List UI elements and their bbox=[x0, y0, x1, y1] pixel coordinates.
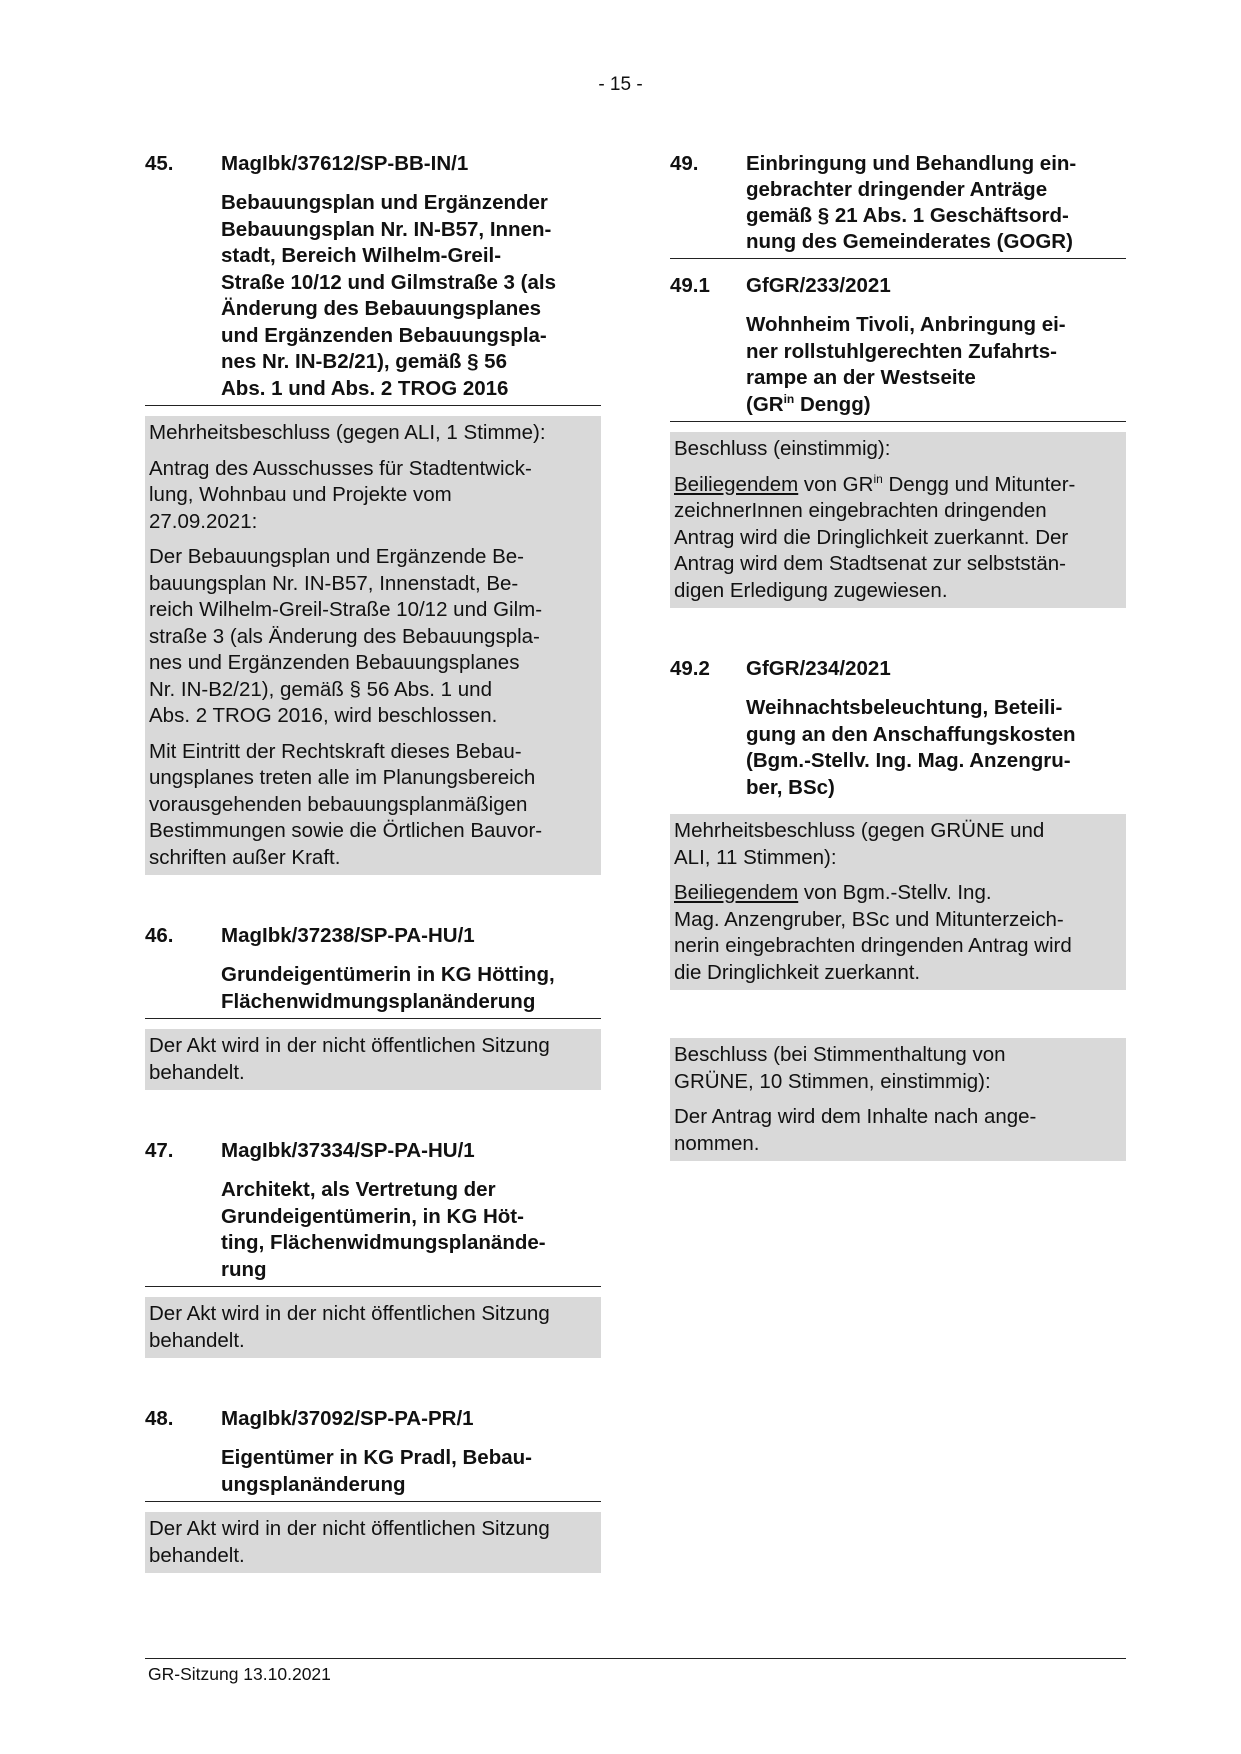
agenda-item-48 bbox=[145, 1406, 601, 1573]
item-number: 45. bbox=[145, 152, 174, 175]
page-number: - 15 - bbox=[598, 74, 643, 95]
agenda-item-49 bbox=[670, 151, 1126, 259]
resolution-box bbox=[670, 432, 1126, 608]
decision-text: Beiliegendem von Bgm.-Stellv. Ing. Mag. Anzengruber, BSc und Mitunterzeich- nerin eingebrachten dringenden Antrag wird die Dringlichkeit zuerkannt. bbox=[674, 881, 1072, 984]
resolution-text: Mehrheitsbeschluss (gegen ALI, 1 Stimme): bbox=[149, 421, 546, 444]
resolution-box bbox=[145, 1029, 601, 1090]
right-column bbox=[670, 151, 1126, 1161]
left-column bbox=[145, 151, 601, 1573]
decision-text: Der Antrag wird dem Inhalte nach ange- nommen. bbox=[674, 1105, 1037, 1155]
item-code: MagIbk/37092/SP-PA-PR/1 bbox=[221, 1407, 474, 1430]
item-title: Grundeigentümerin in KG Hötting, Flächenwidmungsplanänderung bbox=[145, 962, 601, 1019]
motion-text: Antrag des Ausschusses für Stadtentwick- lung, Wohnbau und Projekte vom 27.09.2021: bbox=[149, 456, 532, 533]
decision-text: Der Akt wird in der nicht öffentlichen Sitzung behandelt. bbox=[149, 1517, 550, 1567]
item-header bbox=[145, 923, 601, 949]
item-code: GfGR/234/2021 bbox=[746, 657, 891, 680]
item-number: 49. bbox=[670, 152, 699, 175]
item-title: Weihnachtsbeleuchtung, Beteili- gung an den Anschaffungskosten (Bgm.-Stellv. Ing. Mag. Anzengru- ber, BSc) bbox=[746, 696, 1076, 799]
item-code: MagIbk/37238/SP-PA-HU/1 bbox=[221, 924, 475, 947]
item-code: MagIbk/37334/SP-PA-HU/1 bbox=[221, 1139, 475, 1162]
footer-divider bbox=[145, 1658, 1126, 1659]
decision-text: Der Akt wird in der nicht öffentlichen Sitzung behandelt. bbox=[149, 1034, 550, 1084]
agenda-item-49-2 bbox=[670, 656, 1126, 1161]
item-code: MagIbk/37612/SP-BB-IN/1 bbox=[221, 152, 469, 175]
item-title: Einbringung und Behandlung ein- gebrachter dringender Anträge gemäß § 21 Abs. 1 Geschäftsord- nung des Gemeinderates (GOGR) bbox=[746, 152, 1077, 253]
resolution-box bbox=[145, 1512, 601, 1573]
item-number: 46. bbox=[145, 924, 174, 947]
item-header bbox=[670, 273, 1126, 299]
item-title: Eigentümer in KG Pradl, Bebau- ungsplanänderung bbox=[145, 1445, 601, 1502]
item-header bbox=[145, 1406, 601, 1432]
agenda-item-46 bbox=[145, 923, 601, 1090]
resolution-box bbox=[145, 1297, 601, 1358]
decision-text: Der Akt wird in der nicht öffentlichen Sitzung behandelt. bbox=[149, 1302, 550, 1352]
resolution-text: Beschluss (bei Stimmenthaltung von GRÜNE, 10 Stimmen, einstimmig): bbox=[674, 1043, 1006, 1093]
item-number: 49.2 bbox=[670, 657, 710, 680]
resolution-text: Beschluss (einstimmig): bbox=[674, 437, 891, 460]
item-title: Architekt, als Vertretung der Grundeigentümerin, in KG Höt- ting, Flächenwidmungsplanände- rung bbox=[145, 1177, 601, 1287]
decision-text: Der Bebauungsplan und Ergänzende Be- bauungsplan Nr. IN-B57, Innenstadt, Be- reich Wilhelm-Greil-Straße 10/12 und Gilm- straße 3 (als Änderung des Bebauungspla- nes und Ergänzenden Bebauungsplanes Nr. IN-B2/21), gemäß § 56 Abs. 1 und Abs. 2 TROG 2016, wird beschlossen. bbox=[149, 545, 543, 727]
item-code: GfGR/233/2021 bbox=[746, 274, 891, 297]
item-number: 49.1 bbox=[670, 274, 710, 297]
agenda-item-47 bbox=[145, 1138, 601, 1358]
decision-text: Beiliegendem von $GR^{in}$ Dengg und Mitunter- zeichnerInnen eingebrachten dringenden Antrag wird die Dringlichkeit zuerkannt. Der Antrag wird dem Stadtsenat zur selbststän- digen Erledigung zugewiesen. bbox=[674, 471, 1076, 602]
item-number: 47. bbox=[145, 1139, 174, 1162]
agenda-item-45 bbox=[145, 151, 601, 875]
resolution-box bbox=[670, 814, 1126, 990]
footer-text: GR-Sitzung 13.10.2021 bbox=[148, 1664, 331, 1684]
item-title: Bebauungsplan und Ergänzender Bebauungsplan Nr. IN-B57, Innen- stadt, Bereich Wilhelm-Greil- Straße 10/12 und Gilmstraße 3 (als Änderung des Bebauungsplanes und Ergänzenden Bebauungspla- nes Nr. IN-B2/21), gemäß § 56 Abs. 1 und Abs. 2 TROG 2016 bbox=[145, 190, 601, 406]
agenda-item-49-1 bbox=[670, 273, 1126, 608]
item-header bbox=[145, 1138, 601, 1164]
item-header bbox=[670, 656, 1126, 682]
resolution-text: Mehrheitsbeschluss (gegen GRÜNE und ALI, 11 Stimmen): bbox=[674, 819, 1045, 869]
item-number: 48. bbox=[145, 1407, 174, 1430]
resolution-box-2 bbox=[670, 1038, 1126, 1161]
effect-text: Mit Eintritt der Rechtskraft dieses Bebau- ungsplanes treten alle im Planungsbereich vorausgehenden bebauungsplanmäßigen Bestimmungen sowie die Örtlichen Bauvor- schriften außer Kraft. bbox=[149, 739, 543, 869]
item-header bbox=[145, 151, 601, 177]
item-title: Wohnheim Tivoli, Anbringung ei- ner rollstuhlgerechten Zufahrts- rampe an der Westseite ($GR^{in}$ Dengg) bbox=[670, 312, 1126, 422]
item-header bbox=[670, 151, 1126, 255]
resolution-box bbox=[145, 416, 601, 875]
